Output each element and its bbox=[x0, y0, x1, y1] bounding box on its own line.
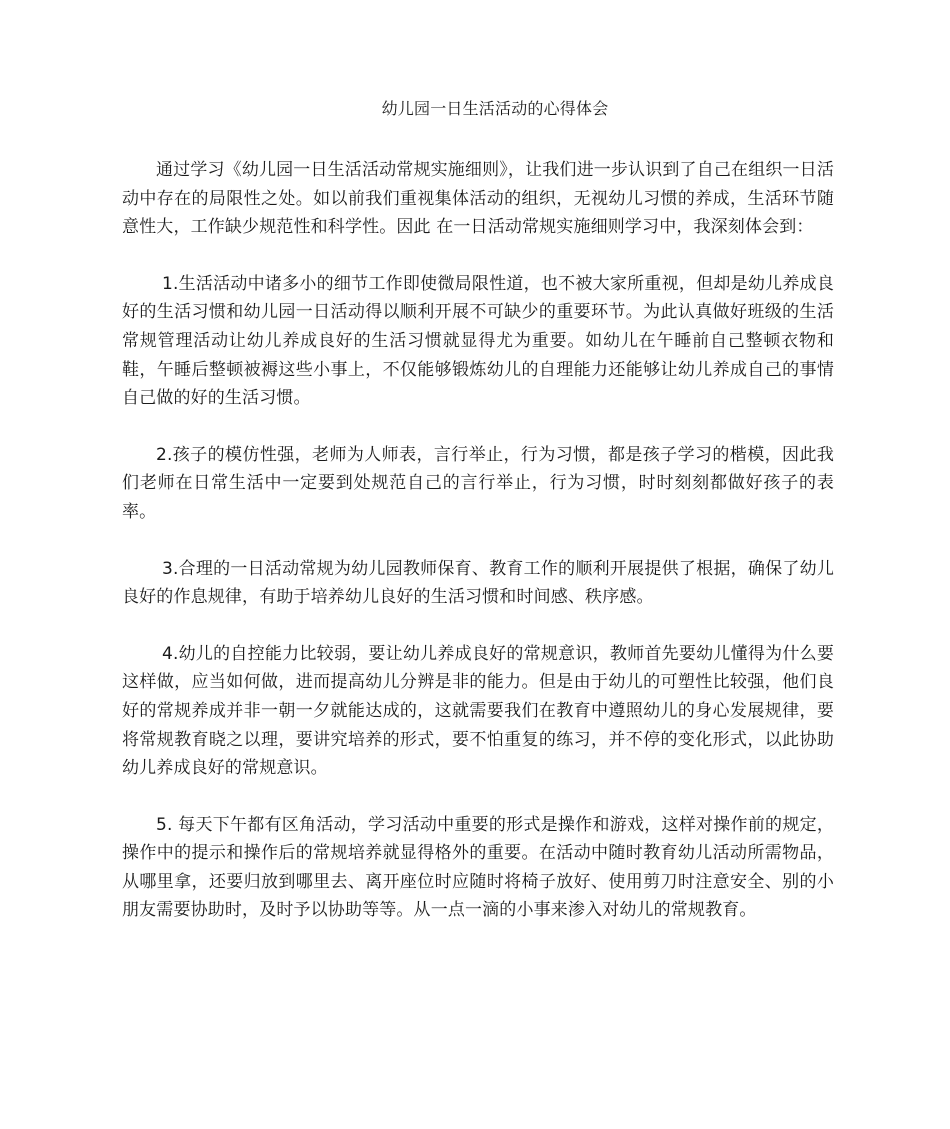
intro-paragraph: 通过学习《幼儿园一日生活活动常规实施细则》，让我们进一步认识到了自己在组织一日活动中存在的局限性之处。如以前我们重视集体活动的组织，无视幼儿习惯的养成，生活环节随意性大，工作缺少规范性和科学性。因此 在一日活动常规实施细则学习中，我深刻体会到： bbox=[122, 160, 834, 238]
paragraph-5: 5. 每天下午都有区角活动，学习活动中重要的形式是操作和游戏，这样对操作前的规定，操作中的提示和操作后的常规培养就显得格外的重要。在活动中随时教育幼儿活动所需物品，从哪里拿，还要归放到哪里去、离开座位时应随时将椅子放好、使用剪刀时注意安全、别的小朋友需要协助时，及时予以协助等等。从一点一滴的小事来渗入对幼儿的常规教育。 bbox=[122, 814, 834, 921]
paragraph-4: 4.幼儿的自控能力比较弱，要让幼儿养成良好的常规意识，教师首先要幼儿懂得为什么要这样做，应当如何做，进而提高幼儿分辨是非的能力。但是由于幼儿的可塑性比较强，他们良好的常规养成并非一朝一夕就能达成的，这就需要我们在教育中遵照幼儿的身心发展规律，要将常规教育晓之以理，要讲究培养的形式，要不怕重复的练习，并不停的变化形式，以此协助幼儿养成良好的常规意识。 bbox=[122, 643, 834, 779]
document-title: 幼儿园一日生活活动的心得体会 bbox=[381, 99, 609, 118]
document-body bbox=[122, 156, 834, 925]
paragraph-1: 1.生活活动中诸多小的细节工作即使微局限性道，也不被大家所重视，但却是幼儿养成良好的生活习惯和幼儿园一日活动得以顺利开展不可缺少的重要环节。为此认真做好班级的生活常规管理活动让幼儿养成良好的生活习惯就显得尤为重要。如幼儿在午睡前自己整顿衣物和鞋，午睡后整顿被褥这些小事上，不仅能够锻炼幼儿的自理能力还能够让幼儿养成自己的事情自己做的好的生活习惯。 bbox=[122, 273, 834, 409]
paragraph-3: 3.合理的一日活动常规为幼儿园教师保育、教育工作的顺利开展提供了根据，确保了幼儿良好的作息规律，有助于培养幼儿良好的生活习惯和时间感、秩序感。 bbox=[122, 558, 834, 608]
paragraph-2: 2.孩子的模仿性强，老师为人师表，言行举止，行为习惯，都是孩子学习的楷模，因此我们老师在日常生活中一定要到处规范自己的言行举止，行为习惯，时时刻刻都做好孩子的表率。 bbox=[122, 444, 834, 522]
